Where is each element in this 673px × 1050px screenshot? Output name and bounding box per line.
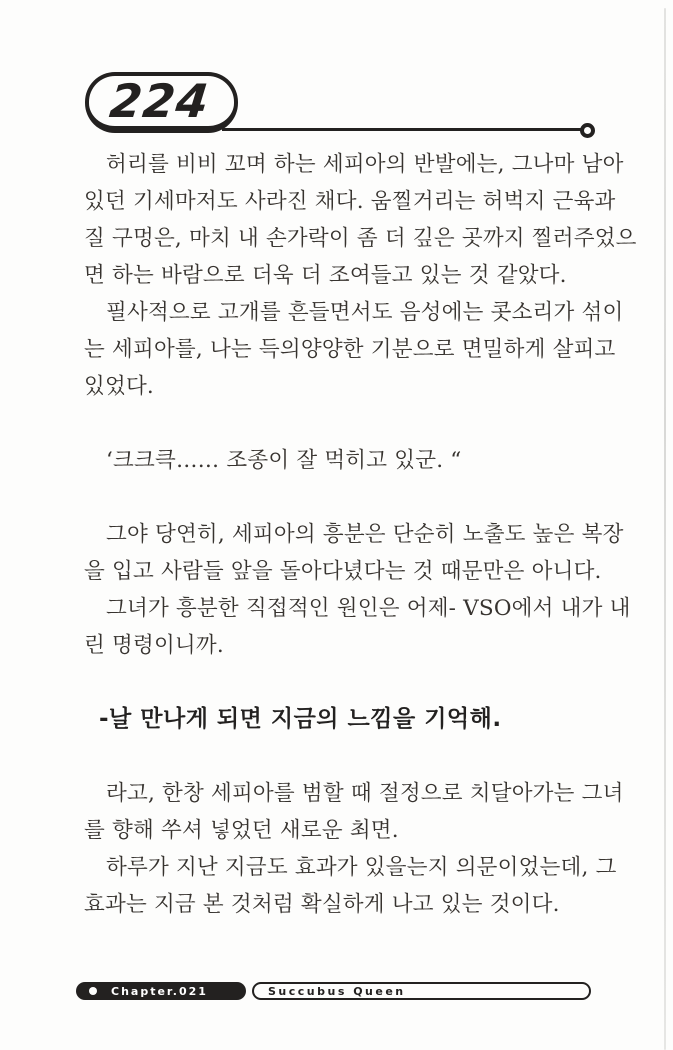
blank-line <box>84 738 598 775</box>
blank-line <box>84 405 598 442</box>
paragraph-line: 있던 기세마저도 사라진 채다. 움찔거리는 허벅지 근육과 <box>84 189 616 214</box>
paragraph-line: 질 구멍은, 마치 내 손가락이 좀 더 깊은 곳까지 찔러주었으 <box>84 226 637 251</box>
page-number-badge <box>85 72 238 133</box>
quote-line: ‘크크큭…… 조종이 잘 먹히고 있군. “ <box>106 448 462 473</box>
emphasis-line: -날 만나게 되면 지금의 느낌을 기억해. <box>99 706 502 732</box>
footer-chapter-label: Chapter.021 <box>111 985 208 998</box>
bullet-dot-icon <box>89 987 97 995</box>
paragraph-line: 린 명령이니까. <box>84 633 224 658</box>
paragraph-line: 하루가 지난 지금도 효과가 있을는지 의문이었는데, 그 <box>106 855 617 880</box>
paragraph-line: 는 세피아를, 나는 득의양양한 기분으로 면밀하게 살피고 <box>84 337 616 362</box>
paragraph-line: 를 향해 쑤셔 넣었던 새로운 최면. <box>84 818 399 843</box>
paragraph-line: 을 입고 사람들 앞을 돌아다녔다는 것 때문만은 아니다. <box>84 559 602 584</box>
paragraph-line: 효과는 지금 본 것처럼 확실하게 나고 있는 것이다. <box>84 892 560 917</box>
blank-line <box>84 479 598 516</box>
paragraph-line: 라고, 한창 세피아를 범할 때 절정으로 치달아가는 그녀 <box>106 781 624 806</box>
footer-series-pill <box>252 982 591 1000</box>
footer-series-label: Succubus Queen <box>268 985 406 998</box>
header-rule-line <box>222 128 583 131</box>
paragraph-line: 그야 당연히, 세피아의 흥분은 단순히 노출도 높은 복장 <box>106 522 624 547</box>
header-rule-end-ring-icon <box>580 123 595 138</box>
paragraph-line: 그녀가 흥분한 직접적인 원인은 어제- VSO에서 내가 내 <box>106 596 631 621</box>
footer-chapter-pill <box>76 982 246 1000</box>
page-edge-shadow <box>664 8 666 1050</box>
paragraph-line: 허리를 비비 꼬며 하는 세피아의 반발에는, 그나마 남아 <box>106 152 624 177</box>
body-text <box>84 146 637 923</box>
page-number: 224 <box>107 74 212 128</box>
paragraph-line: 있었다. <box>84 374 154 399</box>
paragraph-line: 면 하는 바람으로 더욱 더 조여들고 있는 것 같았다. <box>84 263 567 288</box>
paragraph-line: 필사적으로 고개를 흔들면서도 음성에는 콧소리가 섞이 <box>106 300 624 325</box>
blank-line <box>84 664 598 701</box>
